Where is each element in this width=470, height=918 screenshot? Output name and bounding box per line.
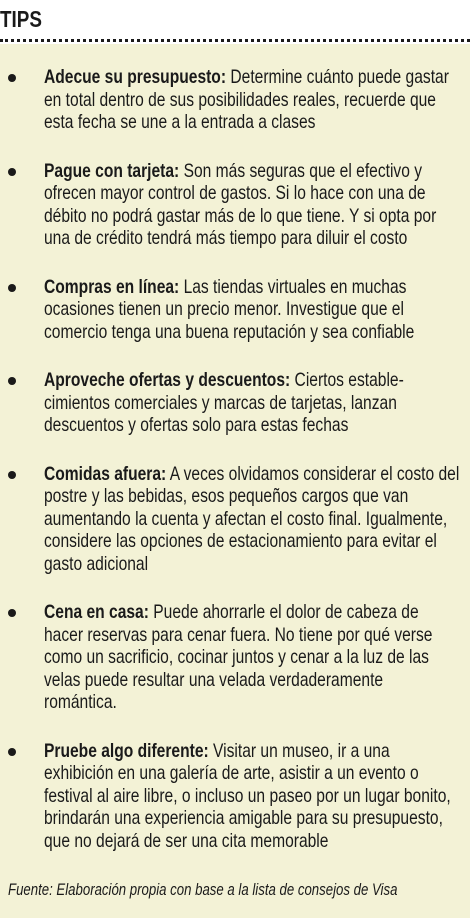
tip-body: Son más seguras que el efectivo y ofrecen mayor control de gastos. Si lo hace con una de débito no podrá gastar más de lo que tiene. Y si opta por una de crédito tendrá más tiempo para diluir el costo: [44, 159, 437, 249]
tip-item-eating-out: [0, 463, 470, 576]
bullet-icon: [8, 609, 16, 617]
tip-text: [44, 740, 460, 853]
bullet-icon: [8, 748, 16, 756]
bullet-icon: [8, 471, 16, 479]
tip-title: Aproveche ofertas y descuentos:: [44, 369, 291, 391]
bullet-icon: [8, 377, 16, 385]
tip-text: [44, 66, 460, 134]
tip-body: A veces olvidamos considerar el costo del postre y las bebidas, esos pequeños cargos que van aumentando la cuenta y afectan el costo final. Igualmente, considere las opciones de estacionamiento para evitar el gasto adicional: [44, 462, 460, 575]
tip-item-something-different: [0, 740, 470, 853]
tip-title: Comidas afuera:: [44, 462, 167, 485]
tip-title: Pruebe algo diferente:: [44, 739, 209, 762]
tip-title: Compras en línea:: [44, 275, 180, 298]
tip-text: [44, 601, 460, 714]
tip-text: [44, 160, 460, 250]
tips-list: [0, 66, 470, 852]
bullet-icon: [8, 74, 16, 82]
source-note: Fuente: Elaboración propia con base a la lista de consejos de Visa: [8, 881, 398, 899]
tip-item-online-shopping: [0, 276, 470, 344]
tip-body: Las tiendas virtuales en muchas ocasiones tienen un precio menor. Investigue que el comercio tenga una buena reputación y sea confiable: [44, 275, 415, 343]
tip-text: [44, 369, 460, 437]
header: [0, 0, 470, 44]
tip-body: Determine cuánto puede gastar en total dentro de sus posibilidades reales, recuerde que esta fecha se une a la entrada a clases: [44, 66, 449, 133]
tip-title: Pague con tarjeta:: [44, 159, 180, 182]
tip-text: [44, 463, 460, 576]
tip-item-offers: [0, 369, 470, 437]
tip-item-card-payment: [0, 160, 470, 250]
bullet-icon: [8, 284, 16, 292]
tip-body: Visitar un museo, ir a una exhibición en una galería de arte, asistir a un evento o festival al aire libre, o incluso un paseo por un lugar bonito, brindarán una experiencia amigable para su presupuesto, que no dejará de ser una cita memorable: [44, 739, 451, 852]
bullet-icon: [8, 168, 16, 176]
dotted-divider: [0, 39, 470, 42]
page-title: TIPS: [0, 6, 42, 32]
tip-item-budget: [0, 66, 470, 134]
tip-title: Adecue su presupuesto:: [44, 66, 227, 88]
tip-item-dinner-home: [0, 601, 470, 714]
tip-body: Ciertos estable-cimientos comerciales y marcas de tarjetas, lanzan descuentos y ofertas solo para estas fechas: [44, 369, 404, 436]
tip-text: [44, 276, 460, 344]
tip-body: Puede ahorrarle el dolor de cabeza de hacer reservas para cenar fuera. No tiene por qué verse como un sacrificio, cocinar juntos y cenar a la luz de las velas puede resultar una velada verdaderamente romántica.: [44, 601, 433, 713]
tip-title: Cena en casa:: [44, 601, 149, 623]
